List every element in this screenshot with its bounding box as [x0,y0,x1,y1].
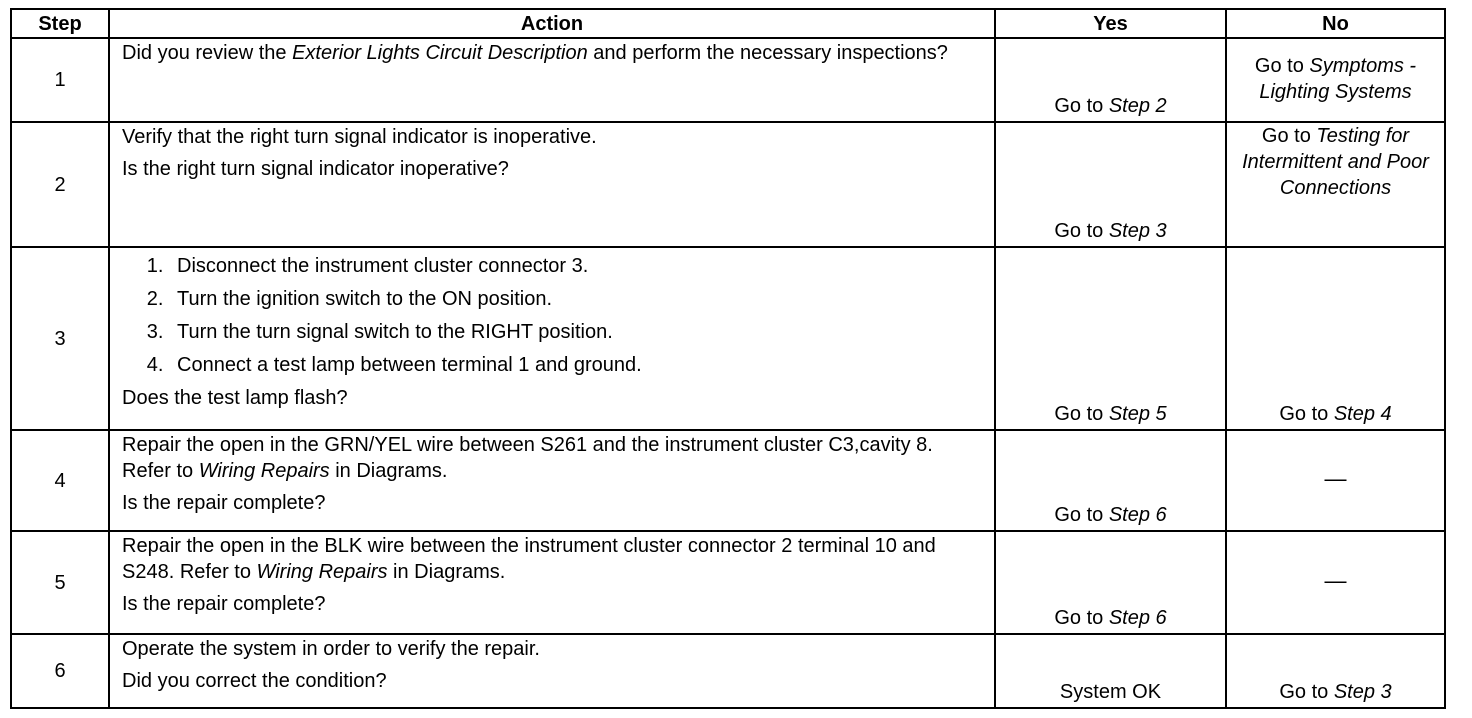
no-cell [1226,430,1445,531]
diagnostic-table [10,8,1446,709]
header-row [11,9,1445,38]
action-cell [109,38,995,122]
yes-cell: Go to Step 5 [995,247,1226,430]
table-row [11,247,1445,430]
action-question: Is the repair complete? [122,492,326,515]
header-yes: Yes [995,9,1226,38]
action-cell [109,430,995,531]
yes-cell: Go to Step 3 [995,122,1226,247]
yes-cell: Go to Step 6 [995,430,1226,531]
step-number: 4 [11,430,109,531]
no-dash: — [1324,568,1347,594]
step-link[interactable]: Step 6 [1108,607,1167,630]
step-link[interactable]: Step 4 [1333,403,1392,426]
action-question: Is the repair complete? [122,593,326,616]
action-text: Verify that the right turn signal indicator is inoperative. [122,126,597,149]
step-number: 5 [11,531,109,634]
no-cell: Go to Symptoms - Lighting Systems [1226,38,1445,122]
result-text: System OK [1059,681,1162,703]
step-link[interactable]: Testing for Intermittent and Poor Connections [1242,125,1429,200]
action-cell [109,634,995,708]
yes-cell [995,634,1226,708]
step-link[interactable]: Step 6 [1108,504,1167,527]
step-link[interactable]: Step 2 [1108,95,1167,118]
no-cell: Go to Step 4 [1226,247,1445,430]
action-cell [109,531,995,634]
step-link[interactable]: Step 3 [1108,220,1167,243]
list-item: 2. Turn the ignition switch to the ON position. [169,286,986,312]
action-text: Operate the system in order to verify the repair. [122,638,540,661]
list-item: 1. Disconnect the instrument cluster connector 3. [169,253,986,279]
step-number: 3 [11,247,109,430]
no-cell: Go to Testing for Intermittent and Poor Connections [1226,122,1445,247]
no-dash: — [1324,466,1347,492]
header-action: Action [109,9,995,38]
no-cell [1226,531,1445,634]
action-text: Repair the open in the BLK wire between the instrument cluster connector 2 terminal 10 and S248. Refer to Wiring Repairs in Diagrams. [122,535,936,584]
table-row [11,430,1445,531]
yes-cell: Go to Step 6 [995,531,1226,634]
step-link[interactable]: Symptoms - Lighting Systems [1259,55,1417,104]
action-text: Repair the open in the GRN/YEL wire between S261 and the instrument cluster C3,cavity 8. Refer to Wiring Repairs in Diagrams. [122,434,933,483]
action-cell [109,247,995,430]
step-link[interactable]: Step 3 [1333,681,1392,703]
step-number: 1 [11,38,109,122]
table-row [11,531,1445,634]
list-item: 4. Connect a test lamp between terminal 1 and ground. [169,352,986,378]
procedure-list [122,253,986,378]
list-item: 3. Turn the turn signal switch to the RIGHT position. [169,319,986,345]
action-question: Is the right turn signal indicator inoperative? [122,158,509,181]
header-step: Step [11,9,109,38]
action-question: Does the test lamp flash? [122,387,348,410]
step-number: 2 [11,122,109,247]
no-cell: Go to Step 3 [1226,634,1445,708]
action-cell [109,122,995,247]
action-text: Did you review the Exterior Lights Circuit Description and perform the necessary inspections? [122,42,948,65]
step-number: 6 [11,634,109,708]
table-row [11,38,1445,122]
table-row [11,634,1445,708]
step-link[interactable]: Step 5 [1108,403,1167,426]
yes-cell: Go to Step 2 [995,38,1226,122]
table-row [11,122,1445,247]
action-question: Did you correct the condition? [122,670,387,693]
header-no: No [1226,9,1445,38]
